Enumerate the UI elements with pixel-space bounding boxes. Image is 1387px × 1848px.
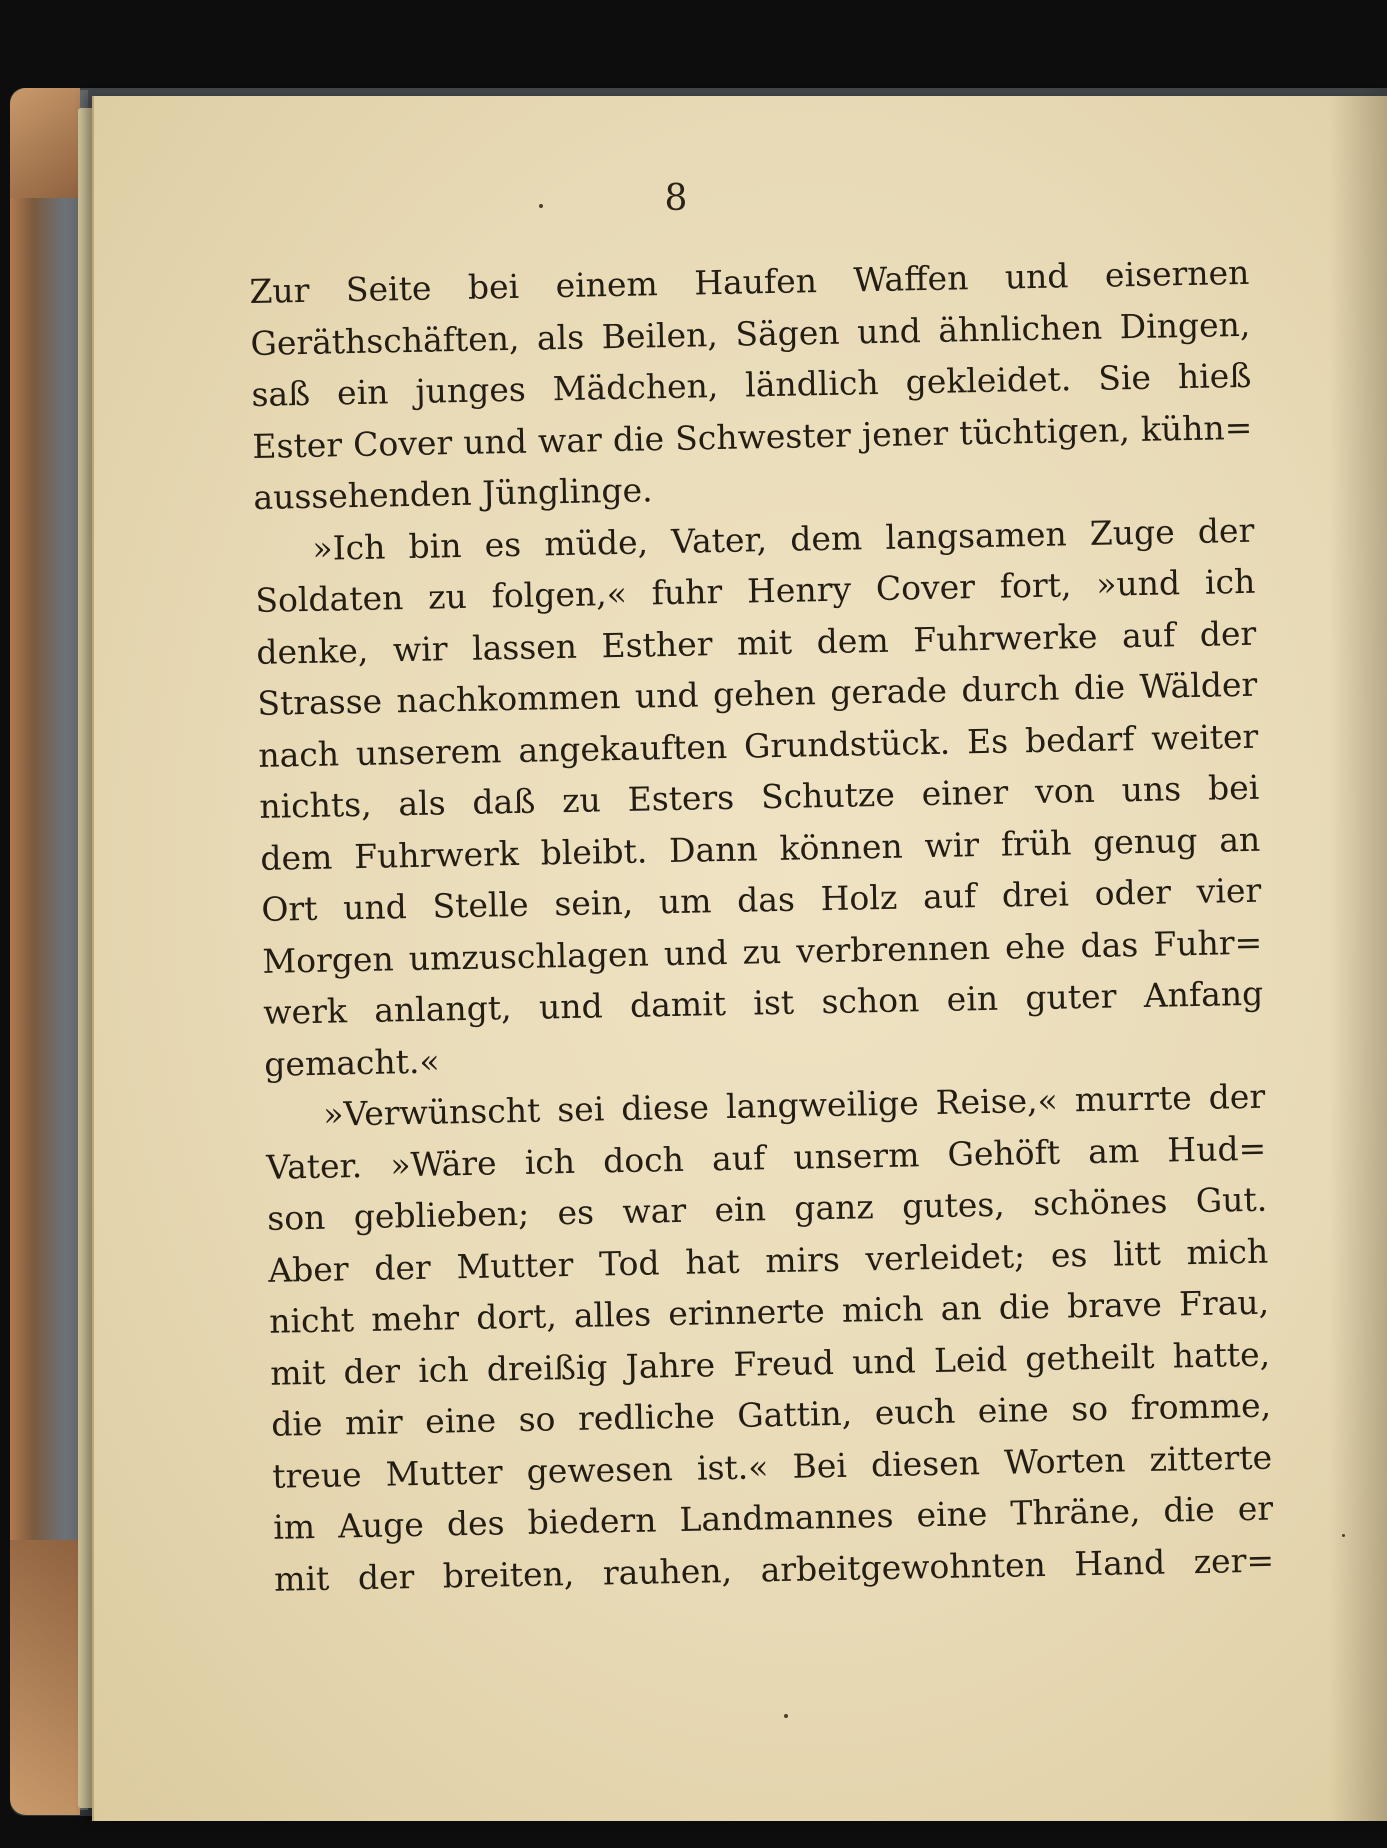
book-page bbox=[92, 96, 1387, 1821]
text-line: »Ich bin es müde, Vater, dem langsamen Zuge der bbox=[312, 510, 1255, 568]
text-line: aussehenden Jünglinge. bbox=[253, 470, 653, 517]
text-line: Aber der Mutter Tod hat mirs verleidet; es litt mich bbox=[267, 1231, 1269, 1290]
foxing-spot bbox=[1342, 1534, 1345, 1537]
text-line: saß ein junges Mädchen, ländlich gekleidet. Sie hieß bbox=[251, 355, 1252, 414]
text-line: Geräthschäften, als Beilen, Sägen und ähnlichen Dingen, bbox=[250, 304, 1251, 363]
body-text bbox=[249, 247, 1275, 1605]
text-line: mit der ich dreißig Jahre Freud und Leid getheilt hatte, bbox=[269, 1334, 1271, 1393]
foxing-spot bbox=[539, 204, 543, 208]
text-line: nicht mehr dort, alles erinnerte mich an die brave Frau, bbox=[268, 1282, 1270, 1341]
page-number: 8 bbox=[664, 178, 689, 219]
text-line: nichts, als daß zu Esters Schutze einer von uns bei bbox=[259, 767, 1260, 826]
text-line: »Verwünscht sei diese langweilige Reise,« murrte der bbox=[322, 1076, 1266, 1134]
text-line: Ort und Stelle sein, um das Holz auf drei oder vier bbox=[260, 870, 1262, 929]
text-line: Ester Cover und war die Schwester jener tüchtigen, kühn= bbox=[252, 407, 1253, 466]
text-line: denke, wir lassen Esther mit dem Fuhrwerke auf der bbox=[256, 613, 1257, 672]
text-line: gemacht.« bbox=[263, 1040, 440, 1084]
text-line: nach unserem angekauften Grundstück. Es bedarf weiter bbox=[258, 716, 1259, 775]
text-line: Soldaten zu folgen,« fuhr Henry Cover fort, »und ich bbox=[255, 561, 1256, 620]
text-line: werk anlangt, und damit ist schon ein guter Anfang bbox=[262, 973, 1264, 1032]
gutter-shadow bbox=[1329, 96, 1387, 1821]
text-line: Zur Seite bei einem Haufen Waffen und eisernen bbox=[249, 252, 1250, 311]
text-line: mit der breiten, rauhen, arbeitgewohnten Hand zer= bbox=[273, 1540, 1275, 1599]
text-line: dem Fuhrwerk bleibt. Dann können wir früh genug an bbox=[259, 819, 1261, 878]
text-line: Vater. »Wäre ich doch auf unserm Gehöft am Hud= bbox=[265, 1128, 1267, 1187]
foxing-spot bbox=[784, 1714, 788, 1718]
text-line: Strasse nachkommen und gehen gerade durch die Wälder bbox=[257, 664, 1258, 723]
text-line: die mir eine so redliche Gattin, euch eine so fromme, bbox=[270, 1385, 1272, 1444]
leather-corner-bottom bbox=[10, 1540, 80, 1815]
text-line: Morgen umzuschlagen und zu verbrennen ehe das Fuhr= bbox=[261, 922, 1263, 981]
text-line: treue Mutter gewesen ist.« Bei diesen Worten zitterte bbox=[271, 1437, 1273, 1496]
text-line: im Auge des biedern Landmannes eine Thräne, die er bbox=[272, 1488, 1274, 1547]
text-line: son geblieben; es war ein ganz gutes, schönes Gut. bbox=[266, 1179, 1268, 1238]
